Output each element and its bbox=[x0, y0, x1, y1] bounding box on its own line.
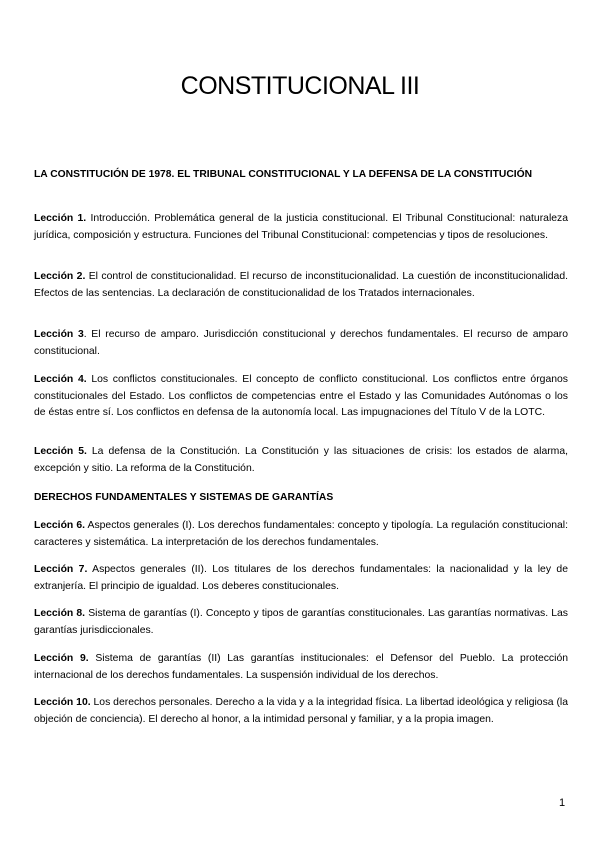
lesson-label: Lección 2. bbox=[34, 271, 86, 282]
lesson-text: El control de constitucionalidad. El recurso de inconstitucionalidad. La cuestión de inconstitucionalidad. Efectos de las sentencias. La declaración de constitucionalidad de los Tratados internacionales. bbox=[34, 271, 568, 299]
lesson-paragraph bbox=[34, 372, 568, 422]
lesson-paragraph bbox=[34, 444, 568, 477]
lesson-label: Lección 6. bbox=[34, 520, 86, 531]
section-heading: LA CONSTITUCIÓN DE 1978. EL TRIBUNAL CONSTITUCIONAL Y LA DEFENSA DE LA CONSTITUCIÓN bbox=[34, 169, 533, 180]
lesson-label: Lección 1. bbox=[34, 213, 87, 224]
lesson-label: Lección 5. bbox=[34, 446, 87, 457]
lesson-text: Sistema de garantías (I). Concepto y tipos de garantías constitucionales. Las garantías normativas. Las garantías jurisdiccionales. bbox=[34, 608, 568, 636]
section-heading: DERECHOS FUNDAMENTALES Y SISTEMAS DE GARANTÍAS bbox=[34, 492, 334, 503]
lesson-paragraph bbox=[34, 606, 568, 639]
lesson-paragraph bbox=[34, 211, 568, 244]
lesson-text: Los derechos personales. Derecho a la vida y a la integridad física. La libertad ideológica y religiosa (la objeción de conciencia). El derecho al honor, a la intimidad personal y familiar, y a la propia imagen. bbox=[34, 697, 568, 725]
lesson-text: Introducción. Problemática general de la justicia constitucional. El Tribunal Constitucional: naturaleza jurídica, composición y estructura. Funciones del Tribunal Constitucional: competencias y tipos de resoluciones. bbox=[34, 213, 568, 241]
lesson-label: Lección 3 bbox=[34, 329, 84, 340]
lesson-text: . El recurso de amparo. Jurisdicción constitucional y derechos fundamentales. El recurso de amparo constitucional. bbox=[34, 329, 568, 357]
lesson-text: Aspectos generales (I). Los derechos fundamentales: concepto y tipología. La regulación constitucional: caracteres y sistemática. La interpretación de los derechos fundamentales. bbox=[34, 520, 568, 548]
page-number: 1 bbox=[559, 797, 566, 809]
lesson-paragraph bbox=[34, 651, 568, 684]
lesson-paragraph bbox=[34, 518, 568, 551]
lesson-text: Aspectos generales (II). Los titulares de los derechos fundamentales: la nacionalidad y la ley de extranjería. El principio de igualdad. Los deberes constitucionales. bbox=[34, 564, 568, 592]
lesson-paragraph bbox=[34, 695, 568, 728]
lesson-label: Lección 9. bbox=[34, 653, 89, 664]
lesson-text: La defensa de la Constitución. La Constitución y las situaciones de crisis: los estados de alarma, excepción y sitio. La reforma de la Constitución. bbox=[34, 446, 569, 474]
lesson-paragraph bbox=[34, 269, 568, 302]
lesson-label: Lección 8. bbox=[34, 608, 86, 619]
lesson-label: Lección 10. bbox=[34, 697, 91, 708]
lesson-paragraph bbox=[34, 562, 568, 595]
lesson-text: Los conflictos constitucionales. El concepto de conflicto constitucional. Los conflictos entre órganos constitucionales del Estado. Los conflictos de competencias entre el Estado y las Comunidades Autónomas o los de éstas entre sí. Los conflictos en defensa de la autonomía local. Las impugnaciones del Título V de la LOTC. bbox=[34, 374, 568, 418]
document-title: CONSTITUCIONAL III bbox=[180, 72, 420, 100]
lesson-label: Lección 4. bbox=[34, 374, 87, 385]
lesson-label: Lección 7. bbox=[34, 564, 88, 575]
lesson-text: Sistema de garantías (II) Las garantías institucionales: el Defensor del Pueblo. La protección internacional de los derechos fundamentales. La suspensión individual de los derechos. bbox=[34, 653, 568, 681]
lesson-paragraph bbox=[34, 327, 568, 360]
